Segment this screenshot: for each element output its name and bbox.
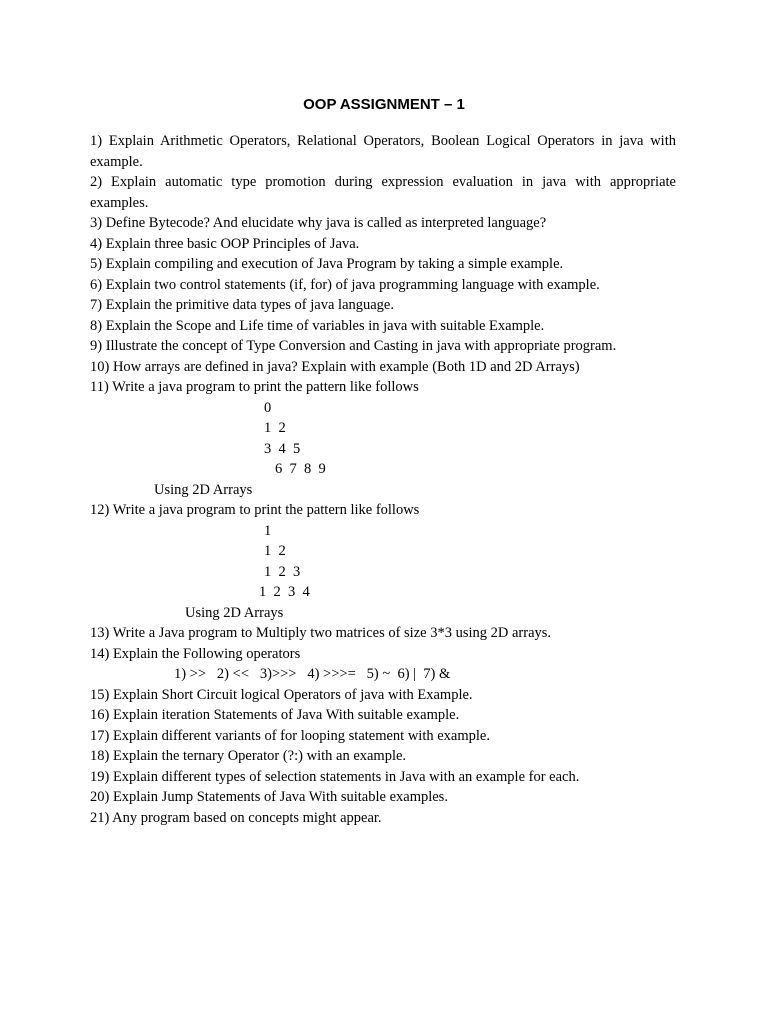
question-list [90, 131, 676, 828]
q14-operators: 1) >> 2) << 3)>>> 4) >>>= 5) ~ 6) | 7) & [174, 666, 451, 682]
q11-note: Using 2D Arrays [154, 481, 253, 498]
question-3: 3) Define Bytecode? And elucidate why java is called as interpreted language? [90, 215, 547, 231]
q11-pattern-row-4: 6 7 8 9 [275, 461, 326, 477]
question-8: 8) Explain the Scope and Life time of variables in java with suitable Example. [90, 317, 545, 334]
question-5: 5) Explain compiling and execution of Java Program by taking a simple example. [90, 256, 564, 272]
q11-pattern-row-2: 1 2 [264, 420, 286, 436]
q12-note: Using 2D Arrays [185, 604, 284, 621]
question-9: 9) Illustrate the concept of Type Conversion and Casting in java with appropriate program. [90, 338, 617, 354]
question-7: 7) Explain the primitive data types of java language. [90, 297, 394, 313]
question-2: 2) Explain automatic type promotion during expression evaluation in java with appropriate examples. [90, 174, 676, 211]
q11-pattern-row-1: 0 [264, 399, 272, 416]
question-18: 18) Explain the ternary Operator (?:) with an example. [90, 748, 407, 764]
question-20: 20) Explain Jump Statements of Java With suitable examples. [90, 789, 448, 805]
q12-pattern-row-1: 1 [264, 522, 272, 539]
question-13: 13) Write a Java program to Multiply two matrices of size 3*3 using 2D arrays. [90, 625, 552, 641]
question-19: 19) Explain different types of selection statements in Java with an example for each. [90, 768, 580, 785]
question-6: 6) Explain two control statements (if, for) of java programming language with example. [90, 276, 600, 293]
question-10: 10) How arrays are defined in java? Explain with example (Both 1D and 2D Arrays) [90, 358, 580, 375]
q12-pattern-row-4: 1 2 3 4 [259, 584, 310, 600]
question-12: 12) Write a java program to print the pattern like follows [90, 502, 420, 518]
q11-pattern-row-3: 3 4 5 [264, 440, 301, 457]
question-21: 21) Any program based on concepts might appear. [90, 809, 382, 826]
q12-pattern-row-2: 1 2 [264, 543, 286, 559]
question-1: 1) Explain Arithmetic Operators, Relational Operators, Boolean Logical Operators in java with example. [90, 133, 676, 170]
question-11: 11) Write a java program to print the pattern like follows [90, 379, 419, 395]
question-16: 16) Explain iteration Statements of Java With suitable example. [90, 707, 460, 723]
q12-pattern-row-3: 1 2 3 [264, 563, 301, 580]
document-title: OOP ASSIGNMENT – 1 [303, 96, 465, 113]
question-17: 17) Explain different variants of for looping statement with example. [90, 727, 490, 744]
question-14: 14) Explain the Following operators [90, 645, 301, 662]
question-4: 4) Explain three basic OOP Principles of Java. [90, 235, 360, 252]
question-15: 15) Explain Short Circuit logical Operators of java with Example. [90, 686, 473, 703]
